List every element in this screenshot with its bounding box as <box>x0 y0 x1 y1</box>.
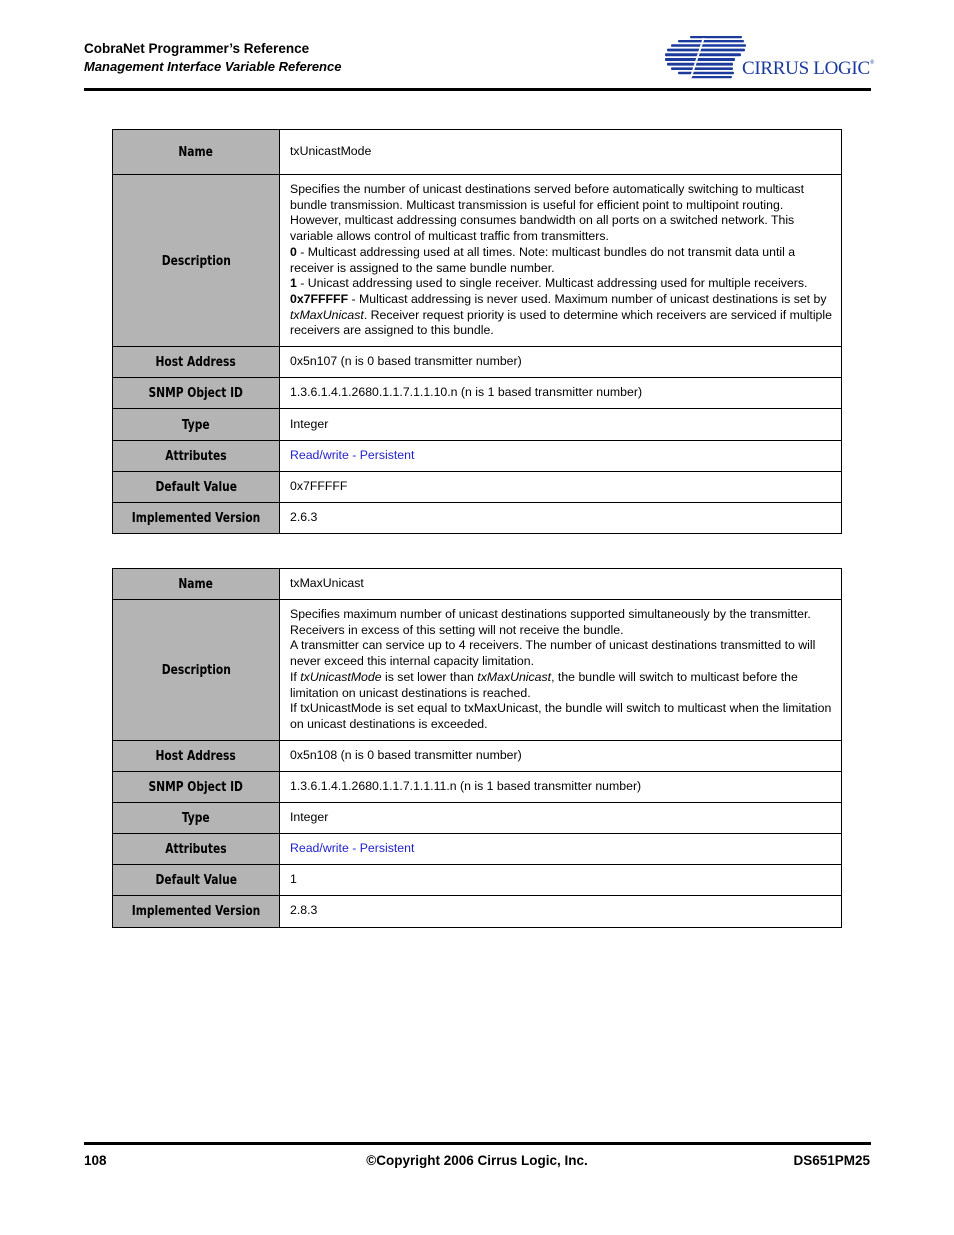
description-label: Description <box>113 600 280 741</box>
name-value: txUnicastMode <box>280 130 842 175</box>
header-rule <box>84 88 871 91</box>
cirrus-logic-wordmark: CIRRUS LOGIC® <box>742 58 875 79</box>
variable-table-txmaxunicast <box>112 568 842 928</box>
default-value-label: Default Value <box>113 864 280 895</box>
section-subtitle: Management Interface Variable Reference <box>84 59 342 74</box>
implemented-version-value: 2.6.3 <box>280 503 842 534</box>
description-label: Description <box>113 175 280 347</box>
description-value: Specifies the number of unicast destinations served before automatically switching to multicast bundle transmission. Multicast transmission is useful for efficient point to multipoint routing. However, multicast addressing consumes bandwidth on all ports on a switched network. This variable allows control of multicast traffic from transmitters. 0 - Multicast addressing used at all times. Note: multicast bundles do not transmit data until a receiver is assigned to the same bundle number. 1 - Unicast addressing used to single receiver. Multicast addressing used for multiple receivers. 0x7FFFFF - Multicast addressing is never used. Maximum number of unicast destinations is set by txMaxUnicast. Receiver request priority is used to determine which receivers are serviced if multiple receivers are assigned to this bundle. <box>280 175 842 347</box>
default-value-label: Default Value <box>113 472 280 503</box>
type-value: Integer <box>280 409 842 441</box>
host-address-value: 0x5n108 (n is 0 based transmitter number) <box>280 740 842 771</box>
snmp-object-id-label: SNMP Object ID <box>113 771 280 802</box>
implemented-version-value: 2.8.3 <box>280 895 842 927</box>
copyright-notice: ©Copyright 2006 Cirrus Logic, Inc. <box>366 1153 588 1168</box>
attributes-link[interactable]: Read/write - Persistent <box>280 441 842 472</box>
attributes-label: Attributes <box>113 441 280 472</box>
attributes-link[interactable]: Read/write - Persistent <box>280 833 842 864</box>
type-value: Integer <box>280 802 842 833</box>
name-value: txMaxUnicast <box>280 569 842 600</box>
document-id: DS651PM25 <box>793 1153 870 1168</box>
page-number: 108 <box>84 1153 107 1168</box>
host-address-value: 0x5n107 (n is 0 based transmitter number) <box>280 347 842 378</box>
document-title: CobraNet Programmer’s Reference <box>84 41 310 56</box>
implemented-version-label: Implemented Version <box>113 895 280 927</box>
variable-table-txunicastmode <box>112 129 842 534</box>
default-value-value: 0x7FFFFF <box>280 472 842 503</box>
snmp-object-id-value: 1.3.6.1.4.1.2680.1.1.7.1.1.11.n (n is 1 based transmitter number) <box>280 771 842 802</box>
snmp-object-id-label: SNMP Object ID <box>113 378 280 409</box>
footer-rule <box>84 1142 871 1145</box>
type-label: Type <box>113 409 280 441</box>
name-label: Name <box>113 569 280 600</box>
type-label: Type <box>113 802 280 833</box>
host-address-label: Host Address <box>113 347 280 378</box>
attributes-label: Attributes <box>113 833 280 864</box>
description-value: Specifies maximum number of unicast destinations supported simultaneously by the transmitter. Receivers in excess of this setting will not receive the bundle. A transmitter can service up to 4 receivers. The number of unicast destinations transmitted to will never exceed this internal capacity limitation. If txUnicastMode is set lower than txMaxUnicast, the bundle will switch to multicast before the limitation on unicast destinations is reached. If txUnicastMode is set equal to txMaxUnicast, the bundle will switch to multicast when the limitation on unicast destinations is exceeded. <box>280 600 842 741</box>
snmp-object-id-value: 1.3.6.1.4.1.2680.1.1.7.1.1.10.n (n is 1 based transmitter number) <box>280 378 842 409</box>
default-value-value: 1 <box>280 864 842 895</box>
name-label: Name <box>113 130 280 175</box>
implemented-version-label: Implemented Version <box>113 503 280 534</box>
host-address-label: Host Address <box>113 740 280 771</box>
